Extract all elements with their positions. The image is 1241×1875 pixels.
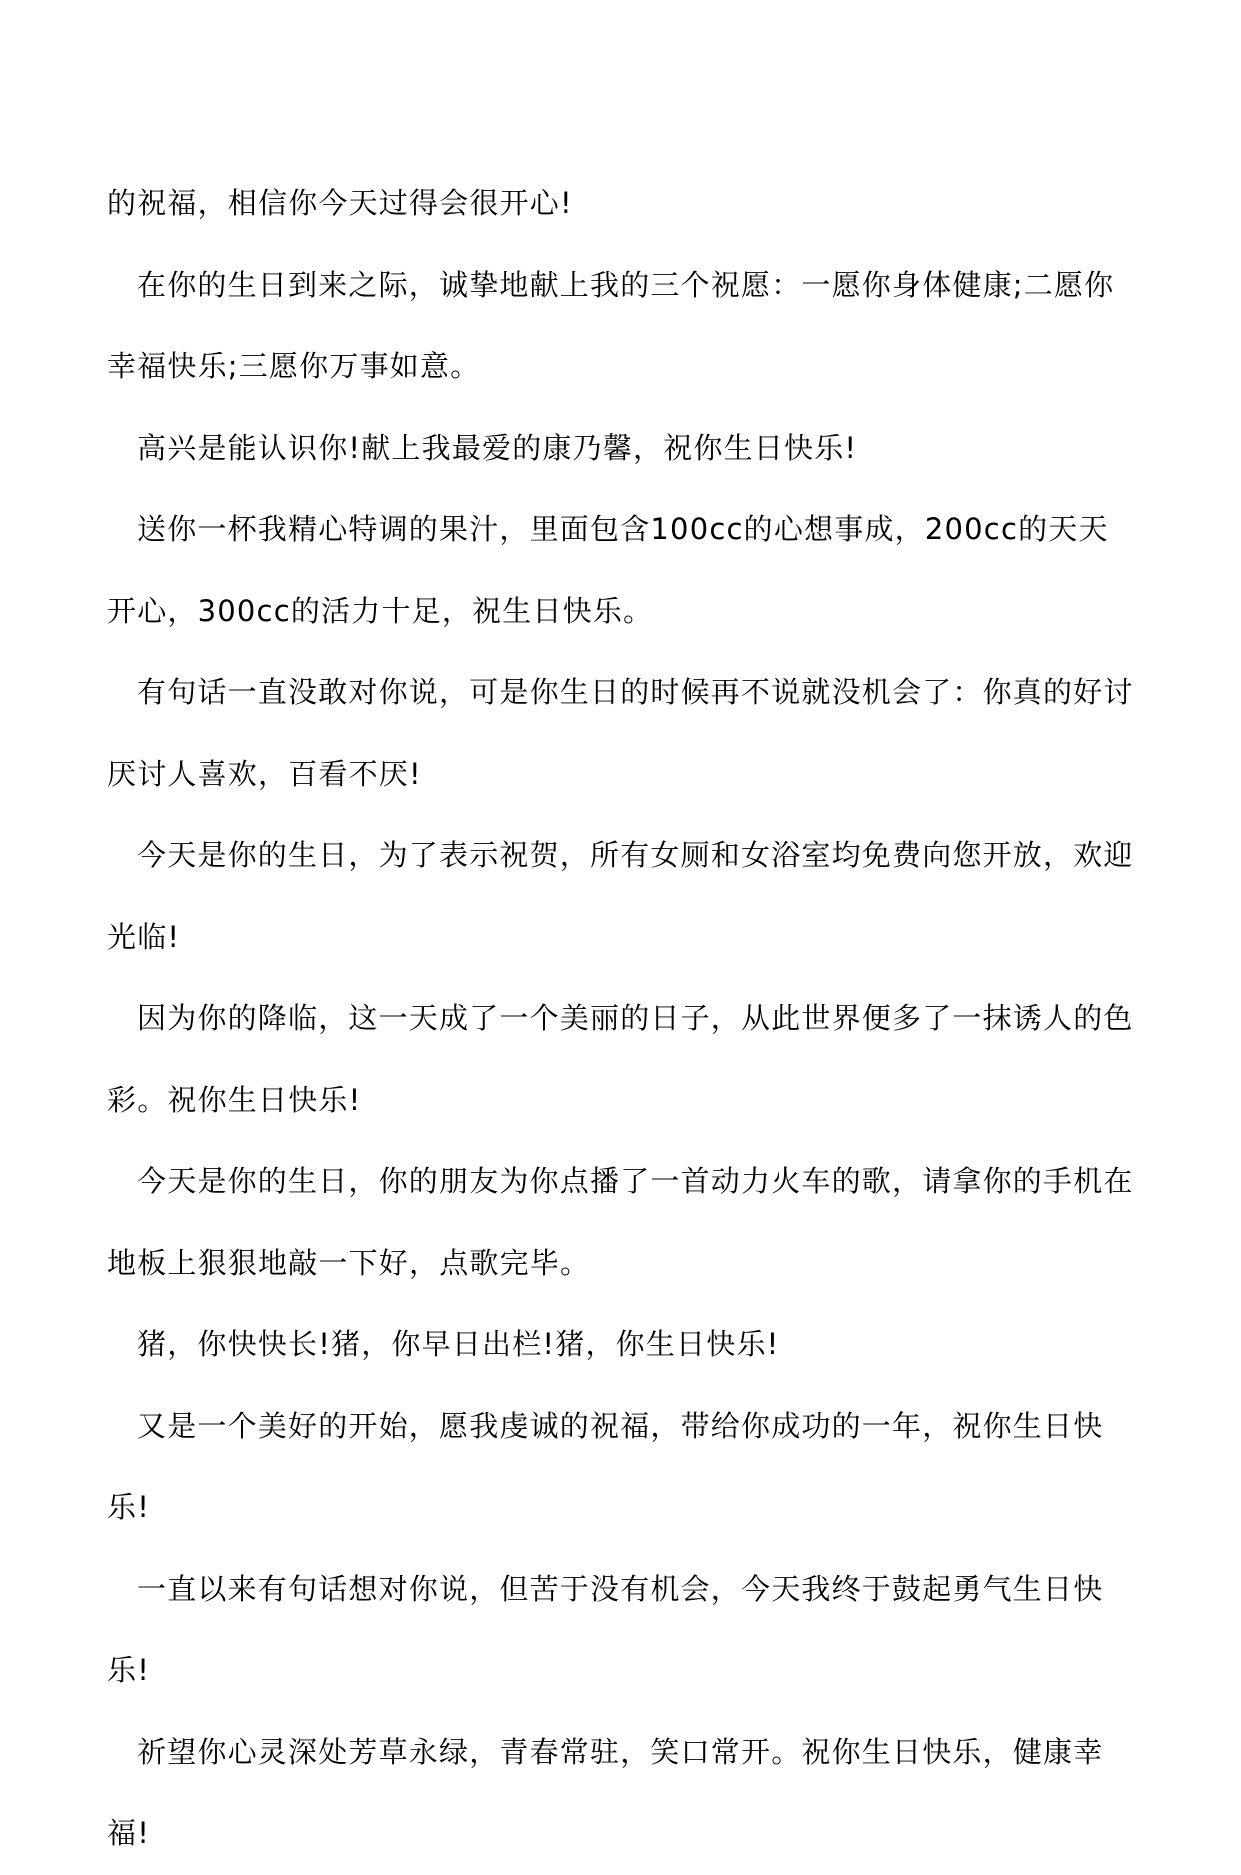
paragraph-continuation: 的祝福，相信你今天过得会很开心!	[107, 186, 573, 220]
paragraph: 高兴是能认识你!献上我最爱的康乃馨，祝你生日快乐!	[137, 430, 858, 465]
paragraph: 猪，你快快长!猪，你早日出栏!猪，你生日快乐!	[137, 1327, 780, 1361]
paragraph: 送你一杯我精心特调的果汁，里面包含100cc的心想事成，200cc的天天开心，300cc的活力十足，祝生日快乐。	[107, 512, 1109, 628]
paragraph: 今天是你的生日，你的朋友为你点播了一首动力火车的歌，请拿你的手机在地板上狠狠地敲一下好，点歌完毕。	[107, 1164, 1134, 1280]
paragraph: 有句话一直没敢对你说，可是你生日的时候再不说就没机会了：你真的好讨厌讨人喜欢，百看不厌!	[107, 675, 1134, 791]
paragraph: 又是一个美好的开始，愿我虔诚的祝福，带给你成功的一年，祝你生日快乐!	[107, 1408, 1104, 1524]
document-body	[107, 163, 1137, 1875]
paragraph: 在你的生日到来之际，诚挚地献上我的三个祝愿：一愿你身体健康;二愿你幸福快乐;三愿你万事如意。	[107, 267, 1115, 383]
paragraph: 一直以来有句话想对你说，但苦于没有机会，今天我终于鼓起勇气生日快乐!	[107, 1571, 1104, 1687]
paragraph: 祈望你心灵深处芳草永绿，青春常驻，笑口常开。祝你生日快乐，健康幸福!	[107, 1734, 1104, 1850]
paragraph: 今天是你的生日，为了表示祝贺，所有女厕和女浴室均免费向您开放，欢迎光临!	[107, 838, 1134, 954]
paragraph: 因为你的降临，这一天成了一个美丽的日子，从此世界便多了一抹诱人的色彩。祝你生日快乐!	[107, 1001, 1134, 1117]
